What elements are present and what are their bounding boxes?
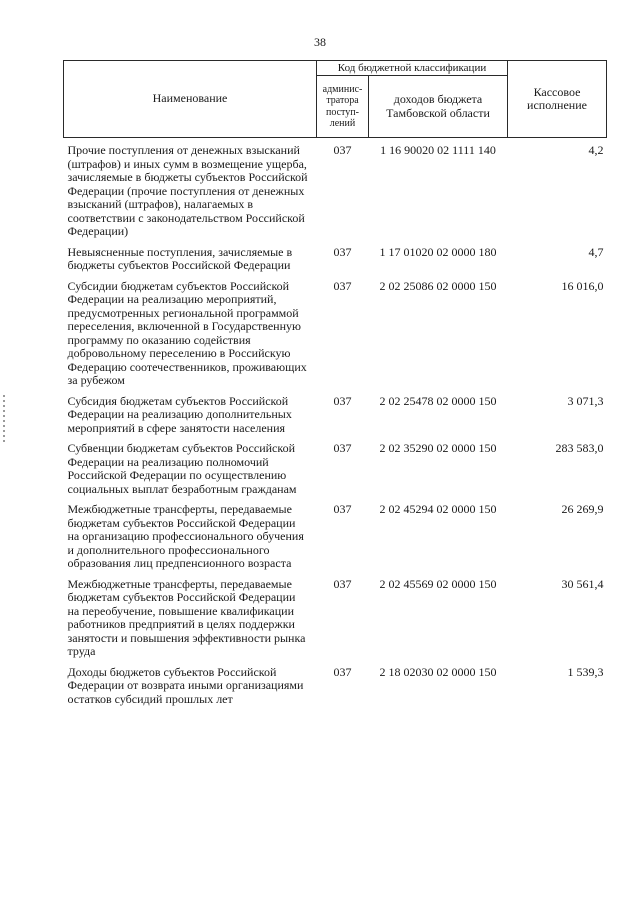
header-name: Наименование [64,61,317,138]
row-amount: 26 269,9 [561,502,604,516]
row-income-code: 2 02 45294 02 0000 150 [379,502,497,516]
table-row [64,578,607,666]
row-name: Субсидия бюджетам субъектов Российской Федерации на реализацию дополнительных мероприятий в сфере занятости населения [67,393,292,435]
row-name: Межбюджетные трансферты, передаваемые бюджетам субъектов Российской Федерации на переобучение, повышение квалификации работников предприятий в целях поддержки занятости и повышения эффективности рынка труда [67,576,306,658]
row-name: Субвенции бюджетам субъектов Российской Федерации на реализацию полномочий Российской Федерации по осуществлению социальных выплат безработным гражданам [67,441,297,496]
row-admin-code: 037 [333,278,352,293]
row-admin-code: 037 [333,441,352,455]
row-admin-code: 037 [333,393,352,408]
budget-revenue-table [63,60,607,713]
header-income: доходов бюджета Тамбовской области [369,76,508,138]
row-amount: 1 539,3 [567,664,604,679]
table-row [64,666,607,714]
row-income-code: 2 02 25086 02 0000 150 [379,278,497,293]
row-amount: 30 561,4 [561,576,604,591]
table-row [64,503,607,578]
row-amount: 4,7 [588,244,604,259]
margin-scan-mark [3,395,5,445]
row-name: Прочие поступления от денежных взысканий (штрафов) и иных сумм в возмещение ущерба, зачисляемые в бюджеты субъектов Российской Федерации (прочие поступления от денежных взысканий (штрафов), налагаемых в соответствии с законодательством Российской Федерации) [67,143,308,238]
table-row [64,395,607,443]
row-amount: 16 016,0 [561,278,604,293]
table-row [64,442,607,503]
row-name: Субсидии бюджетам субъектов Российской Федерации на реализацию мероприятий, предусмотренных региональной программой переселения, включенной в Государственную программу по оказанию содействия добровольному переселению в Российскую Федерацию соотечественников, проживающих за рубежом [67,278,307,387]
table-row [64,138,607,246]
row-admin-code: 037 [333,502,352,516]
table-row [64,280,607,395]
row-income-code: 1 17 01020 02 0000 180 [379,244,497,259]
row-income-code: 2 18 02030 02 0000 150 [379,664,497,679]
row-income-code: 1 16 90020 02 1111 140 [380,143,496,157]
row-amount: 3 071,3 [567,393,604,408]
row-admin-code: 037 [333,143,352,157]
row-income-code: 2 02 35290 02 0000 150 [379,441,497,455]
row-admin-code: 037 [333,576,352,591]
table-row [64,246,607,280]
row-income-code: 2 02 25478 02 0000 150 [379,393,497,408]
header-code-group: Код бюджетной классификации [317,61,508,76]
header-admin: админис-тратора поступ-лений [317,76,369,138]
row-admin-code: 037 [333,664,352,679]
row-income-code: 2 02 45569 02 0000 150 [379,576,497,591]
row-amount: 4,2 [588,143,604,157]
row-name: Невыясненные поступления, зачисляемые в бюджеты субъектов Российской Федерации [67,244,293,272]
row-name: Доходы бюджетов субъектов Российской Федерации от возврата иными организациями остатков субсидий прошлых лет [67,664,304,706]
row-amount: 283 583,0 [555,441,604,455]
row-admin-code: 037 [333,244,352,259]
page-number: 38 [314,35,326,49]
row-name: Межбюджетные трансферты, передаваемые бюджетам субъектов Российской Федерации на организацию профессионального обучения и дополнительного профессионального образования лиц предпенсионного возраста [67,502,304,570]
header-amount: Кассовое исполнение [508,61,607,138]
